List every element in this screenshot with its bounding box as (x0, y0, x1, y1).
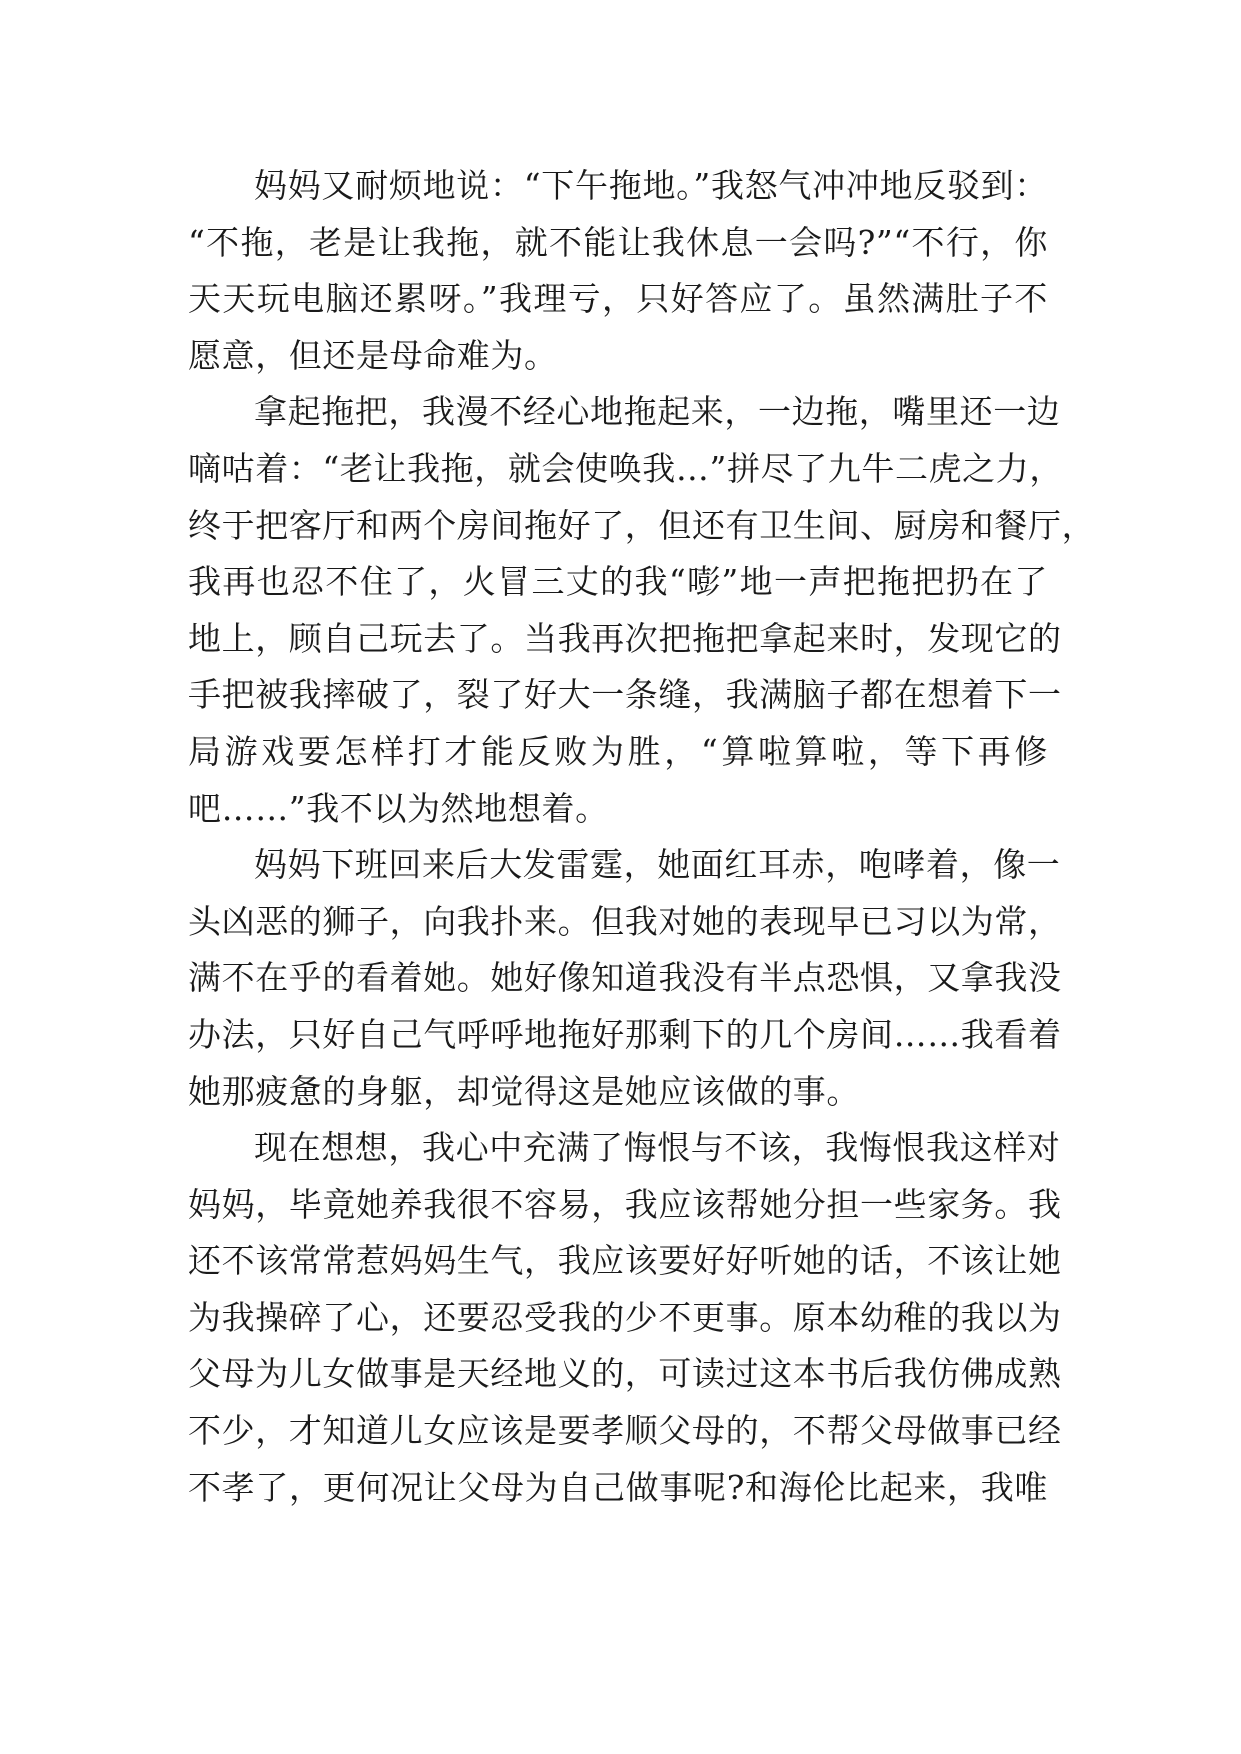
text-line: 愿意，但还是母命难为。 (188, 335, 558, 375)
text-line: 办法，只好自己气呼呼地拖好那剩下的几个房间……我看着 (188, 1014, 1062, 1054)
text-line: 妈妈下班回来后大发雷霆，她面红耳赤，咆哮着，像一 (254, 845, 1061, 885)
text-line: 终于把客厅和两个房间拖好了，但还有卫生间、厨房和餐厅， (188, 505, 1096, 545)
text-line: 她那疲惫的身躯，却觉得这是她应该做的事。 (188, 1071, 860, 1111)
text-line: 拿起拖把，我漫不经心地拖起来，一边拖，嘴里还一边 (254, 392, 1061, 432)
text-line: 不孝了，更何况让父母为自己做事呢?和海伦比起来，我唯 (188, 1467, 1048, 1507)
text-line: 吧……”我不以为然地想着。 (188, 788, 609, 828)
text-line: 头凶恶的狮子，向我扑来。但我对她的表现早已习以为常， (188, 901, 1062, 941)
paragraph (188, 158, 1048, 384)
text-line: 为我操碎了心，还要忍受我的少不更事。原本幼稚的我以为 (188, 1297, 1062, 1337)
text-line: 妈妈又耐烦地说：“下午拖地。”我怒气冲冲地反驳到： (254, 166, 1048, 205)
text-line: 嘀咕着：“老让我拖，就会使唤我…”拼尽了九牛二虎之力， (188, 448, 1063, 488)
text-line: 局游戏要怎样打才能反败为胜，“算啦算啦，等下再修 (188, 731, 1048, 771)
paragraph (188, 1120, 1062, 1516)
text-line: 现在想想，我心中充满了悔恨与不该，我悔恨我这样对 (254, 1128, 1061, 1168)
text-line: 天天玩电脑还累呀。”我理亏，只好答应了。虽然满肚子不 (188, 279, 1048, 319)
text-line: 妈妈，毕竟她养我很不容易，我应该帮她分担一些家务。我 (188, 1184, 1062, 1224)
text-line: 我再也忍不住了，火冒三丈的我“嘭”地一声把拖把扔在了 (188, 562, 1048, 602)
text-line: 地上，顾自己玩去了。当我再次把拖把拿起来时，发现它的 (188, 618, 1062, 658)
text-line: “不拖，老是让我拖，就不能让我休息一会吗?”“不行，你 (188, 222, 1048, 262)
paragraph (188, 384, 1096, 837)
text-line: 不少，才知道儿女应该是要孝顺父母的，不帮父母做事已经 (188, 1411, 1062, 1451)
text-line: 还不该常常惹妈妈生气，我应该要好好听她的话，不该让她 (188, 1241, 1062, 1281)
body-text (188, 158, 1096, 1516)
text-line: 满不在乎的看着她。她好像知道我没有半点恐惧，又拿我没 (188, 958, 1062, 998)
text-line: 父母为儿女做事是天经地义的，可读过这本书后我仿佛成熟 (188, 1354, 1062, 1394)
text-line: 手把被我摔破了，裂了好大一条缝，我满脑子都在想着下一 (188, 675, 1062, 715)
paragraph (188, 837, 1062, 1120)
